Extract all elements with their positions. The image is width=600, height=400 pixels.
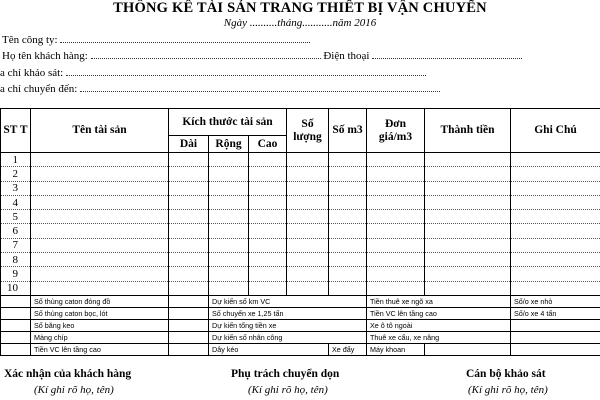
table-cell (287, 238, 329, 252)
footer-cell: Dự kiến số nhân công (209, 331, 367, 343)
table-row (1, 210, 600, 224)
table-cell (249, 224, 287, 238)
table-cell (169, 210, 209, 224)
table-cell (31, 238, 169, 252)
table-cell (31, 167, 169, 181)
table-cell (425, 238, 511, 252)
table-cell (329, 167, 367, 181)
table-cell (169, 181, 209, 195)
table-cell (31, 267, 169, 281)
col-asset-name: Tên tài sản (31, 109, 169, 153)
table-cell (209, 267, 249, 281)
table-cell (169, 281, 209, 295)
col-width: Rộng (209, 136, 249, 153)
footer-blank-cell (169, 319, 209, 331)
row-number: 3 (1, 181, 31, 195)
table-cell (209, 167, 249, 181)
table-row (1, 167, 600, 181)
customer-fill (91, 49, 321, 59)
footer-cell (511, 331, 600, 343)
table-cell (169, 267, 209, 281)
surveyor-sign-note: (Kí ghi rõ họ, tên) (468, 384, 548, 396)
table-cell (31, 153, 169, 167)
footer-blank-cell (425, 343, 511, 355)
table-cell (425, 181, 511, 195)
survey-address-label: a chỉ khảo sát: (0, 67, 64, 79)
table-cell (511, 281, 600, 295)
table-cell (169, 224, 209, 238)
table-cell (367, 210, 425, 224)
table-cell (367, 238, 425, 252)
table-cell (249, 210, 287, 224)
table-cell (367, 224, 425, 238)
col-size: Kích thước tài sản (169, 109, 287, 136)
table-cell (511, 210, 600, 224)
table-cell (367, 167, 425, 181)
table-cell (511, 167, 600, 181)
table-row (1, 195, 600, 209)
asset-rows (1, 153, 600, 296)
table-cell (511, 238, 600, 252)
table-cell (287, 253, 329, 267)
footer-blank-cell (1, 343, 31, 355)
table-row (1, 267, 600, 281)
table-cell (169, 238, 209, 252)
table-cell (329, 238, 367, 252)
footer-blank-cell (169, 295, 209, 307)
manager-sign-note: (Kí ghi rõ họ, tên) (248, 384, 328, 396)
footer-cell: Dự kiến số km VC (209, 295, 367, 307)
col-stt: ST T (1, 109, 31, 153)
row-number: 9 (1, 267, 31, 281)
col-unit-price: Đơn giá/m3 (367, 109, 425, 153)
table-cell (209, 281, 249, 295)
table-cell (209, 253, 249, 267)
footer-rows (1, 295, 600, 355)
col-amount: Thành tiền (425, 109, 511, 153)
footer-cell: Xe đẩy (329, 343, 367, 355)
table-cell (425, 210, 511, 224)
move-address-label: a chỉ chuyển đến: (0, 83, 78, 95)
table-cell (249, 167, 287, 181)
company-label: Tên công ty: (2, 34, 58, 46)
col-m3: Số m3 (329, 109, 367, 153)
table-cell (367, 153, 425, 167)
footer-row (1, 343, 600, 355)
table-cell (209, 210, 249, 224)
table-cell (425, 167, 511, 181)
footer-cell: Số thùng caton bọc, lót (31, 307, 169, 319)
col-note: Ghi Chú (511, 109, 600, 153)
table-row (1, 181, 600, 195)
table-cell (287, 153, 329, 167)
row-number: 4 (1, 195, 31, 209)
move-address-fill (80, 82, 440, 92)
footer-row (1, 331, 600, 343)
phone-label: Điện thoại (323, 50, 370, 62)
table-cell (367, 281, 425, 295)
table-cell (329, 253, 367, 267)
table-cell (511, 253, 600, 267)
table-cell (209, 238, 249, 252)
customer-sign-note: (Kí ghi rõ họ, tên) (34, 384, 114, 396)
company-line (2, 33, 310, 46)
table-cell (169, 253, 209, 267)
footer-row (1, 319, 600, 331)
table-cell (329, 181, 367, 195)
surveyor-heading: Cán bộ khảo sát (466, 368, 546, 380)
table-cell (329, 224, 367, 238)
move-address-line (0, 82, 440, 95)
table-cell (287, 281, 329, 295)
table-row (1, 224, 600, 238)
table-cell (367, 181, 425, 195)
table-cell (329, 281, 367, 295)
table-cell (169, 195, 209, 209)
table-cell (329, 153, 367, 167)
footer-cell: Số thùng caton đóng đồ (31, 295, 169, 307)
table-cell (425, 153, 511, 167)
footer-cell: Xe ô tô ngoài (367, 319, 511, 331)
table-cell (249, 153, 287, 167)
table-row (1, 153, 600, 167)
table-cell (31, 224, 169, 238)
col-length: Dài (169, 136, 209, 153)
table-cell (249, 253, 287, 267)
footer-cell (511, 343, 600, 355)
table-cell (425, 267, 511, 281)
table-cell (425, 195, 511, 209)
footer-blank-cell (1, 319, 31, 331)
table-cell (287, 181, 329, 195)
row-number: 2 (1, 167, 31, 181)
customer-confirm-heading: Xác nhận của khách hàng (4, 368, 132, 380)
table-cell (425, 281, 511, 295)
footer-blank-cell (169, 343, 209, 355)
table-row (1, 281, 600, 295)
survey-address-line (0, 66, 426, 79)
col-height: Cao (249, 136, 287, 153)
footer-cell: Số băng keo (31, 319, 169, 331)
footer-blank-cell (1, 307, 31, 319)
footer-cell: Số chuyến xe 1,25 tấn (209, 307, 367, 319)
table-cell (287, 195, 329, 209)
table-cell (329, 267, 367, 281)
table-cell (209, 195, 249, 209)
table-cell (31, 195, 169, 209)
table-cell (287, 210, 329, 224)
document-title: THỐNG KÊ TÀI SẢN TRANG THIẾT BỊ VẬN CHUYỂN (113, 0, 487, 16)
move-manager-heading: Phụ trách chuyển dọn (231, 368, 340, 380)
table-cell (209, 181, 249, 195)
table-cell (287, 224, 329, 238)
footer-cell (511, 319, 600, 331)
footer-blank-cell (169, 331, 209, 343)
survey-address-fill (66, 66, 426, 76)
table-cell (425, 253, 511, 267)
table-cell (329, 210, 367, 224)
date-line: Ngày ..........tháng...........năm 2016 (223, 17, 377, 29)
table-cell (511, 267, 600, 281)
footer-blank-cell (1, 295, 31, 307)
footer-cell: Số/o xe 4 tấn (511, 307, 600, 319)
asset-table (0, 108, 600, 356)
footer-cell: Màng chíp (31, 331, 169, 343)
table-cell (31, 210, 169, 224)
row-number: 10 (1, 281, 31, 295)
footer-cell: Tiền VC lên tầng cao (31, 343, 169, 355)
row-number: 5 (1, 210, 31, 224)
table-cell (169, 153, 209, 167)
table-cell (367, 253, 425, 267)
row-number: 1 (1, 153, 31, 167)
footer-blank-cell (169, 307, 209, 319)
table-cell (511, 195, 600, 209)
footer-cell: Máy khoan (367, 343, 425, 355)
footer-cell: Số/o xe nhỏ (511, 295, 600, 307)
customer-label: Họ tên khách hàng: (2, 50, 88, 62)
footer-cell: Dự kiến tổng tiền xe (209, 319, 367, 331)
table-cell (209, 153, 249, 167)
table-cell (31, 181, 169, 195)
table-cell (249, 195, 287, 209)
footer-blank-cell (1, 331, 31, 343)
company-fill (60, 33, 310, 43)
table-cell (425, 224, 511, 238)
table-cell (367, 195, 425, 209)
table-cell (511, 153, 600, 167)
table-row (1, 238, 600, 252)
footer-row (1, 307, 600, 319)
table-cell (287, 267, 329, 281)
row-number: 7 (1, 238, 31, 252)
row-number: 8 (1, 253, 31, 267)
table-cell (511, 181, 600, 195)
table-cell (31, 253, 169, 267)
table-cell (209, 224, 249, 238)
customer-line (2, 49, 522, 62)
footer-cell: Dây kéo (209, 343, 329, 355)
table-cell (329, 195, 367, 209)
footer-row (1, 295, 600, 307)
table-cell (31, 281, 169, 295)
table-cell (367, 267, 425, 281)
table-cell (249, 267, 287, 281)
phone-fill (372, 49, 522, 59)
footer-cell: Thuê xe cẩu, xe nâng (367, 331, 511, 343)
table-cell (511, 224, 600, 238)
table-row (1, 253, 600, 267)
table-cell (287, 167, 329, 181)
table-cell (249, 238, 287, 252)
col-quantity: Số lượng (287, 109, 329, 153)
table-cell (249, 281, 287, 295)
table-cell (169, 167, 209, 181)
footer-cell: Tiền thuê xe ngõ xa (367, 295, 511, 307)
table-cell (249, 181, 287, 195)
row-number: 6 (1, 224, 31, 238)
footer-cell: Tiền VC lên tầng cao (367, 307, 511, 319)
